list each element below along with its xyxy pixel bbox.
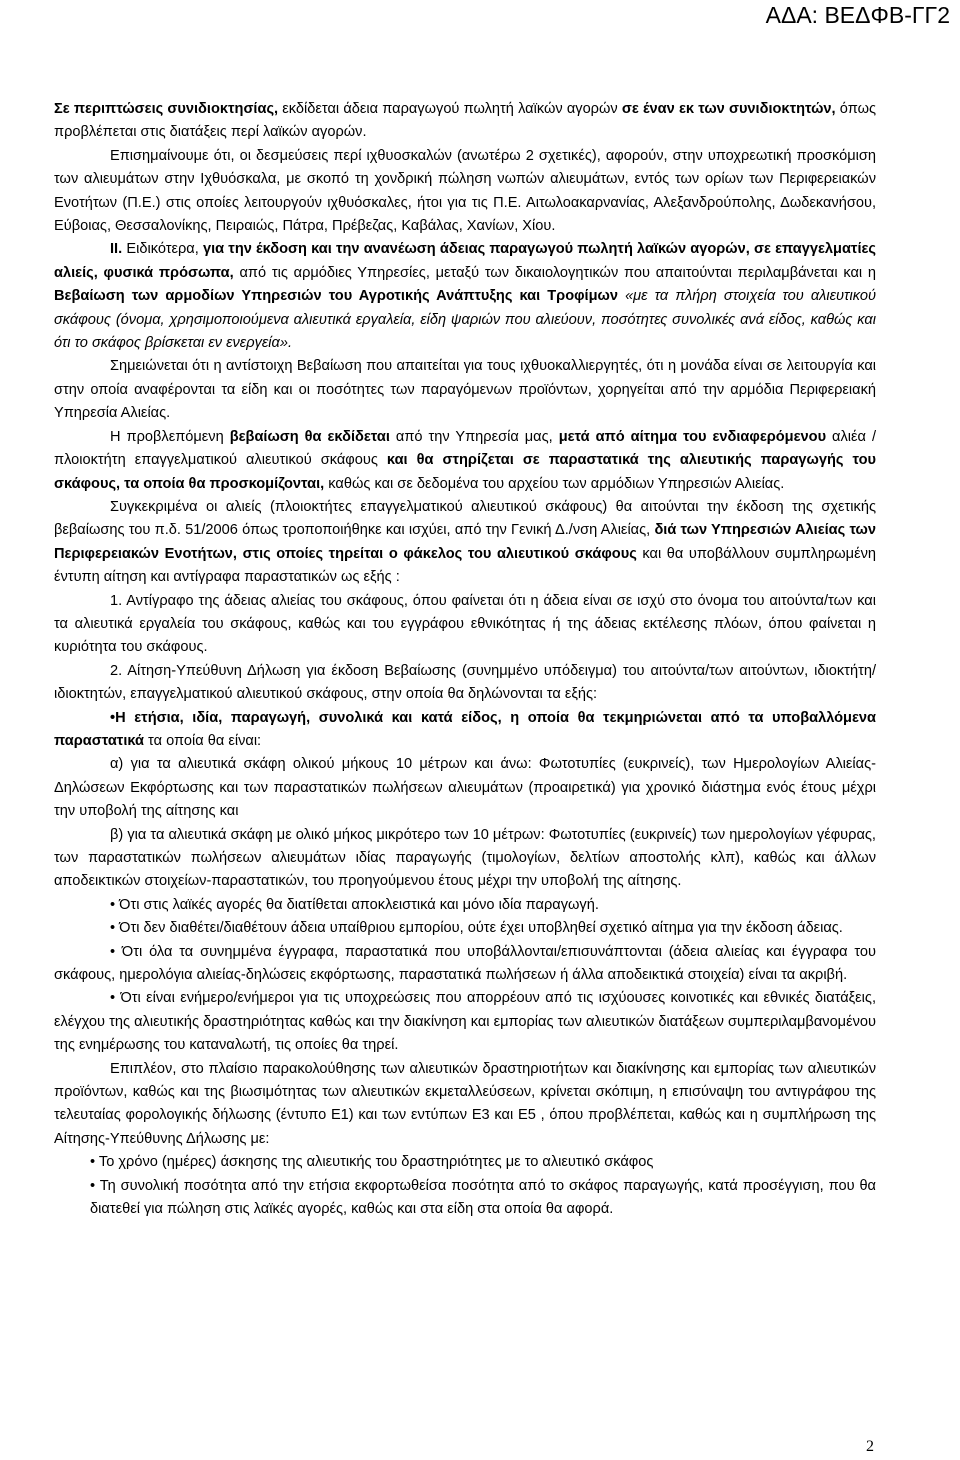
sub-item-b: β) για τα αλιευτικά σκάφη με ολικό μήκος μικρότερο των 10 μέτρων: Φωτοτυπίες (ευκρινείς) των ημερολογίων γέφυρας, των παραστατικών πωλήσεων αλιευμάτων ιδίας παραγωγής (τιμολογίων, δελτίων αποστολής κλπ), καθώς και άλλων αποδεικτικών στοιχείων-παραστατικών, του προηγούμενου έτους μέχρι την υποβολή της αίτησης. [54,826,876,890]
text: όπως προβλέπεται στις διατάξεις περί λαϊκών αγορών. [54,101,877,141]
page-number: 2 [866,1438,874,1455]
ada-code-header: ΑΔΑ: ΒΕΔΦΒ-ΓΓ2 [765,2,950,28]
list-item-1: 1. Αντίγραφο της άδειας αλιείας του σκάφους, όπου φαίνεται ότι η άδεια είναι σε ισχύ στο όνομα του αιτούντα/των και τα αλιευτικά εργαλεία του σκάφους, καθώς και του εγγράφου εθνικότητας ή της άδειας εκτέλεσης πλόων, όπου φαίνεται η κυριότητα του σκάφους. [54,592,876,656]
section-number: ΙΙ. [110,241,123,258]
sub-item-a: α) για τα αλιευτικά σκάφη ολικού μήκους 10 μέτρων και άνω: Φωτοτυπίες (ευκρινείς), των Ημερολογίων Αλιείας-Δηλώσεων Εκφόρτωσης και των παραστατικών πωλήσεων αλιευμάτων (προαιρετικά) για χρονικό διάστημα ενός έτους μέχρι την υποβολή της αίτησης και [54,756,876,820]
text: από τις αρμόδιες Υπηρεσίες, μεταξύ των δικαιολογητικών που απαιτούνται περιλαμβάνεται και η [233,264,876,281]
bold-text: διά των Υπηρεσιών Αλιείας των Περιφερειακών Ενοτήτων, στις οποίες τηρείται ο φάκελος του αλιευτικού σκάφους [54,522,877,562]
text: Συγκεκριμένα οι αλιείς (πλοιοκτήτες επαγγελματικού αλιευτικού σκάφους) θα αιτούνται την έκδοση της σχετικής βεβαίωσης του π.δ. 51/2006 όπως τροποποιήθηκε και ισχύει, από την Γενική Δ./νση Αλιείας, [54,498,876,539]
italic-text: «με τα πλήρη στοιχεία του αλιευτικού σκάφους (όνομα, χρησιμοποιούμενα αλιευτικά εργαλεία, είδη ψαριών που αλιεύουν, ποσότητες συνολικές ανά είδος, καθώς και ότι το σκάφος βρίσκεται εν ενεργεία». [54,288,876,352]
paragraph-aquaculture: Σημειώνεται ότι η αντίστοιχη Βεβαίωση που απαιτείται για τους ιχθυοκαλλιεργητές, ότι η μονάδα είναι σε λειτουργία και στην οποία αναφέρονται τα είδη και οι ποσότητες των παραγόμενων προϊόντων, χορηγείται από την αρμόδια Περιφερειακή Υπηρεσία Αλιείας. [54,358,876,422]
bullet-annual-production [54,707,876,754]
paragraph-certificate [54,426,876,496]
paragraph-tax-declaration: Επιπλέον, στο πλαίσιο παρακολούθησης των αλιευτικών δραστηριοτήτων και διακίνησης και εμπορίας των αλιευτικών προϊόντων, καθώς και της βιωσιμότητας των αλιευτικών εκμεταλλεύσεων, κρίνεται σκόπιμη, η επισύναψη του αντιγράφου της τελευταίας φορολογικής δήλωσης (έντυπο Ε1) και των εντύπων Ε3 και Ε5 , όπου προβλέπεται, καθώς και η συμπλήρωση της Αίτησης-Υπεύθυνης Δήλωσης με: [54,1060,876,1147]
text: αλιέα /πλοιοκτήτη επαγγελματικού αλιευτικού σκάφους [54,428,877,469]
text: εκδίδεται άδεια παραγωγού πωλητή λαϊκών αγορών [278,101,622,117]
bullet-no-street-license: • Ότι δεν διαθέτει/διαθέτουν άδεια υπαίθριου εμπορίου, ούτε έχει υποβληθεί σχετικό αίτημα για την έκδοση άδειας. [110,920,843,937]
paragraph-application [54,496,876,590]
bold-text: μετά από αίτημα του ενδιαφερόμενου [558,428,827,445]
bullet-accurate-documents: • Ότι όλα τα συνημμένα έγγραφα, παραστατικά που υποβάλλονται/επισυνάπτονται (άδεια αλιείας και έγγραφα του σκάφους, ημερολόγια αλιείας-δηλώσεις εκφόρτωσης, παραστατικά πωλήσεων ή άλλα αποδεικτικά στοιχεία) είναι τα ακριβή. [54,943,876,984]
list-item-2: 2. Αίτηση-Υπεύθυνη Δήλωση για έκδοση Βεβαίωσης (συνημμένο υπόδειγμα) του αιτούντα/των αιτούντων, ιδιοκτήτη/ιδιοκτητών, επαγγελματικού αλιευτικού σκάφους, στην οποία θα δηλώνονται τα εξής: [54,662,876,703]
bullet-total-quantity: • Τη συνολική ποσότητα από την ετήσια εκφορτωθείσα ποσότητα από το σκάφος παραγωγής, κατά προσέγγιση, που θα διατεθεί για πώληση στις λαϊκές αγορές, καθώς και στα είδη στα οποία θα αφορά. [90,1177,876,1218]
text: καθώς και σε δεδομένα του αρχείου των αρμόδιων Υπηρεσιών Αλιείας. [324,475,785,492]
bold-text: βεβαίωση θα εκδίδεται [229,428,390,445]
text: Η προβλεπόμενη [110,428,230,445]
text: τα οποία θα είναι: [144,732,262,749]
bold-text: και θα στηρίζεται σε παραστατικά της αλιευτικής παραγωγής του σκάφους, τα οποία θα προσκομίζονται, [54,452,876,492]
bullet-own-production: • Ότι στις λαϊκές αγορές θα διατίθεται αποκλειστικά και μόνο ιδία παραγωγή. [110,896,599,913]
bold-text: σε έναν εκ των συνιδιοκτητών, [621,101,836,117]
bold-text: Σε περιπτώσεις συνιδιοκτησίας, [54,101,279,117]
bullet-activity-days: • Το χρόνο (ημέρες) άσκησης της αλιευτικής του δραστηριότητες με το αλιευτικό σκάφος [90,1154,654,1171]
paragraph-fish-markets: Επισημαίνουμε ότι, οι δεσμεύσεις περί ιχθυοσκαλών (ανωτέρω 2 σχετικές), αφορούν, στην υποχρεωτική προσκόμιση των αλιευμάτων στην Ιχθυόσκαλα, με σκοπό τη χονδρική πώληση νωπών αλιευμάτων, εντός των ορίων των Περιφερειακών Ενοτήτων (Π.Ε.) στις οποίες λειτουργούν ιχθυόσκαλες, ήτοι για τις Π.Ε. Αιτωλοακαρνανίας, Αλεξανδρούπολης, Δωδεκανήσου, Εύβοιας, Θεσσαλονίκης, Πειραιώς, Πάτρα, Πρέβεζας, Καβάλας, Χανίων, Χίου. [54,147,876,235]
bold-text: •Η ετήσια, ιδία, παραγωγή, συνολικά και κατά είδος, η οποία θα τεκμηριώνεται από τα υποβαλλόμενα παραστατικά [54,709,876,749]
bold-text: Βεβαίωση των αρμοδίων Υπηρεσιών του Αγροτικής Ανάπτυξης και Τροφίμων [54,288,618,305]
paragraph-section-two [54,238,876,355]
text: και θα υποβάλλουν συμπληρωμένη έντυπη αίτηση και αντίγραφα παραστατικών ως εξής : [54,545,876,586]
text: από την Υπηρεσία μας, [389,428,559,445]
paragraph-co-ownership [54,98,876,145]
text: Ειδικότερα, [122,241,203,258]
document-body [54,98,876,1222]
bold-text: για την έκδοση και την ανανέωση άδειας παραγωγού πωλητή λαϊκών αγορών, σε επαγγελματίες αλιείς, φυσικά πρόσωπα, [54,241,877,281]
bullet-aware-obligations: • Ότι είναι ενήμερο/ενήμεροι για τις υποχρεώσεις που απορρέουν από τις ισχύουσες κοινοτικές και εθνικές διατάξεις, ελέγχου της αλιευτικής δραστηριότητας καθώς και την διακίνηση και εμπορίας των αλιευτικών διατάξεων συμπεριλαμβανομένου της ενημέρωσης του καταναλωτή, τις οποίες θα τηρεί. [54,990,876,1054]
